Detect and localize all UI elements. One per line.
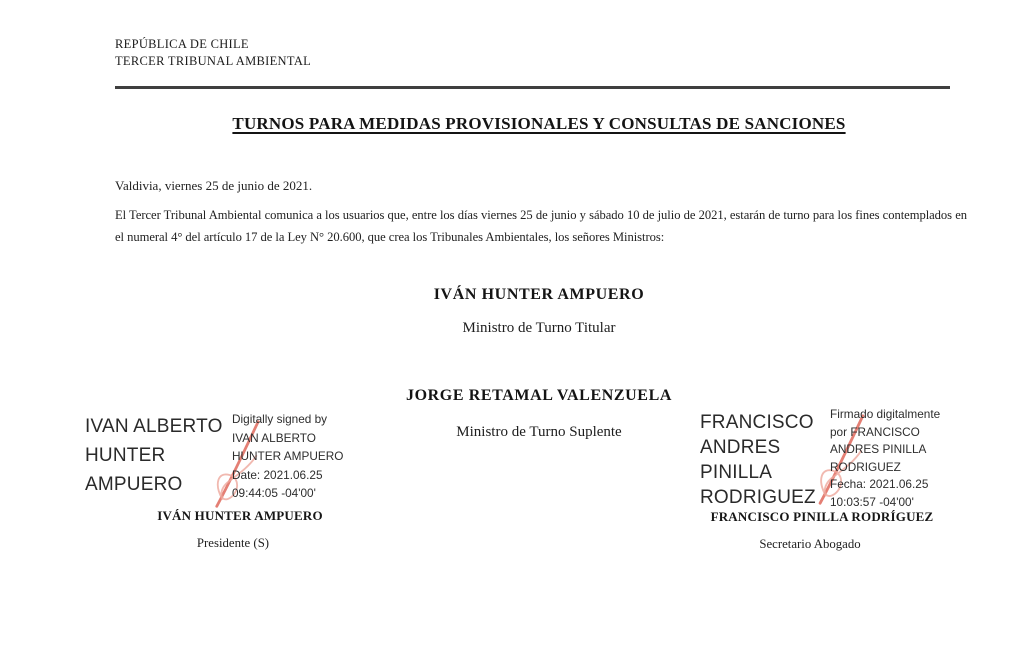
letterhead-institution: TERCER TRIBUNAL AMBIENTAL (115, 54, 312, 68)
stamp-detail-line: IVAN ALBERTO (232, 430, 316, 445)
printed-name-right: FRANCISCO PINILLA RODRÍGUEZ (710, 509, 934, 524)
minister-suplente-name: JORGE RETAMAL VALENZUELA (405, 387, 672, 404)
document-title: TURNOS PARA MEDIDAS PROVISIONALES Y CONSULTAS DE SANCIONES (232, 114, 846, 133)
stamp-detail-line: HUNTER AMPUERO (232, 449, 344, 463)
signature-stamp-name-right (700, 410, 816, 510)
stamp-detail-line: ANDRES PINILLA (830, 442, 927, 456)
stamp-name-line: PINILLA (700, 462, 773, 483)
minister-titular-name: IVÁN HUNTER AMPUERO (433, 286, 645, 303)
dateline: Valdivia, viernes 25 de junio de 2021. (115, 178, 313, 193)
stamp-detail-line: Firmado digitalmente (830, 407, 941, 421)
printed-role-right: Secretario Abogado (759, 537, 861, 551)
printed-role-left: Presidente (S) (196, 536, 270, 550)
signature-stamp-details-right (830, 406, 940, 511)
body-paragraph: El Tercer Tribunal Ambiental comunica a los usuarios que, entre los días viernes 25 de junio y sábado 10 de julio de 2021, estarán de turno para los fines contemplados en el numeral 4° del artículo 17 de la Ley N° 20.600, que crea los Tribunales Ambientales, los señores Ministros: (115, 208, 967, 244)
stamp-detail-line: Fecha: 2021.06.25 (830, 477, 929, 491)
stamp-detail-line: Digitally signed by (232, 412, 328, 426)
stamp-name-line: IVAN ALBERTO (85, 416, 223, 437)
header-divider-rule (115, 86, 950, 89)
signature-stamp-details-left (232, 410, 343, 503)
stamp-name-line: FRANCISCO (700, 412, 814, 433)
minister-suplente-role: Ministro de Turno Suplente (456, 424, 622, 440)
stamp-name-line: AMPUERO (85, 474, 183, 495)
stamp-detail-line: RODRIGUEZ (830, 459, 901, 474)
letterhead-country: REPÚBLICA DE CHILE (115, 37, 249, 51)
stamp-detail-line: 10:03:57 -04'00' (830, 494, 914, 509)
stamp-name-line: ANDRES (700, 437, 781, 458)
printed-name-left: IVÁN HUNTER AMPUERO (157, 508, 323, 523)
title-row (54, 114, 1024, 134)
signature-stamp-name-left (85, 412, 223, 499)
letterhead (115, 36, 311, 70)
stamp-detail-line: 09:44:05 -04'00' (232, 486, 316, 500)
minister-titular-role: Ministro de Turno Titular (462, 320, 616, 336)
stamp-detail-line: Date: 2021.06.25 (232, 467, 323, 482)
stamp-name-line: HUNTER (85, 445, 166, 466)
stamp-detail-line: por FRANCISCO (830, 424, 920, 439)
stamp-name-line: RODRIGUEZ (700, 487, 816, 508)
